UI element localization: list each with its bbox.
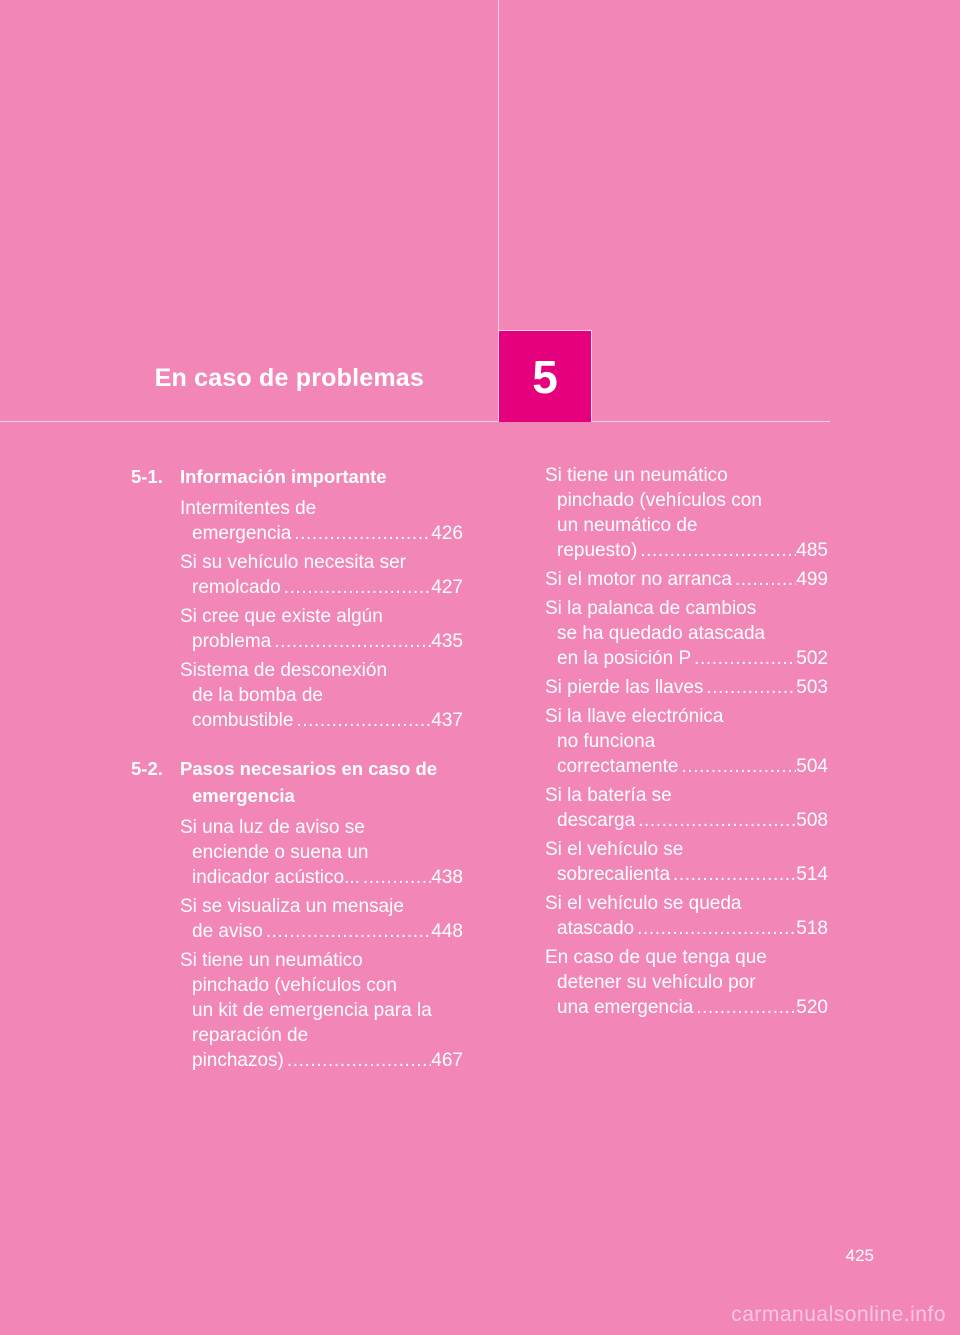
horizontal-rule <box>0 421 830 422</box>
entry-text-line: Si el vehículo se queda <box>545 893 742 914</box>
dot-leader <box>693 995 796 1020</box>
entry-page-number: 518 <box>796 918 828 939</box>
dot-leader <box>271 629 431 654</box>
entry-text-line: pinchazos) <box>192 1050 284 1071</box>
entry-text-line: Si la palanca de cambios <box>545 598 757 619</box>
dot-leader <box>678 754 796 779</box>
toc-entry[interactable] <box>545 783 828 833</box>
entry-text-line: de la bomba de <box>192 685 323 706</box>
entry-page-number: 502 <box>796 648 828 669</box>
entry-last-line <box>545 916 828 941</box>
section-number: 5-2. <box>131 758 163 779</box>
entry-text-line: un kit de emergencia para la <box>192 1000 432 1021</box>
entry-text-line: enciende o suena un <box>192 842 369 863</box>
entry-last-line <box>180 521 463 546</box>
entry-page-number: 499 <box>796 569 828 590</box>
dot-leader <box>732 567 796 592</box>
section-heading <box>131 755 463 809</box>
dot-leader <box>263 919 432 944</box>
entry-page-number: 437 <box>431 710 463 731</box>
entry-page-number: 448 <box>431 921 463 942</box>
toc-entry[interactable] <box>180 658 463 733</box>
toc-entry[interactable] <box>545 945 828 1020</box>
entry-text-line: Si una luz de aviso se <box>180 817 365 838</box>
entry-text-line: Si la llave electrónica <box>545 706 724 727</box>
chapter-title: En caso de problemas <box>154 364 424 392</box>
entry-last-line <box>545 995 828 1020</box>
entry-last-line <box>545 567 828 592</box>
dot-leader <box>360 865 431 890</box>
entry-text-line: combustible <box>192 710 294 731</box>
dot-leader <box>691 646 796 671</box>
entry-text-line: atascado <box>557 918 635 939</box>
entry-text-line: no funciona <box>557 731 656 752</box>
entry-text-line: correctamente <box>557 756 679 777</box>
entry-last-line <box>180 708 463 733</box>
toc-section-5-2 <box>131 755 463 1073</box>
toc-left-column <box>131 463 463 1095</box>
entry-last-line <box>180 865 463 890</box>
dot-leader <box>291 521 431 546</box>
toc-entry[interactable] <box>180 948 463 1073</box>
entry-text-line: Si tiene un neumático <box>180 950 363 971</box>
entry-page-number: 503 <box>796 677 828 698</box>
entry-text-line: reparación de <box>192 1025 309 1046</box>
chapter-number: 5 <box>532 350 558 403</box>
toc-entry[interactable] <box>180 894 463 944</box>
entry-page-number: 438 <box>431 867 463 888</box>
toc-entry[interactable] <box>545 567 828 592</box>
toc-entry[interactable] <box>545 704 828 779</box>
dot-leader <box>670 862 796 887</box>
dot-leader <box>281 575 432 600</box>
entry-text-line: Si tiene un neumático <box>545 465 728 486</box>
toc-entry[interactable] <box>180 604 463 654</box>
entry-text-line: Si el motor no arranca <box>545 569 732 590</box>
entry-page-number: 514 <box>796 864 828 885</box>
entry-text-line: Si su vehículo necesita ser <box>180 552 407 573</box>
watermark: carmanualsonline.info <box>731 1303 946 1326</box>
toc-entry[interactable] <box>180 496 463 546</box>
page-number: 425 <box>845 1246 874 1265</box>
entry-text-line: de aviso <box>192 921 263 942</box>
entry-text-line: Sistema de desconexión <box>180 660 388 681</box>
entry-page-number: 485 <box>796 540 828 561</box>
entry-text-line: indicador acústico... <box>192 867 360 888</box>
entry-page-number: 427 <box>431 577 463 598</box>
entry-text-line: Si pierde las llaves <box>545 677 704 698</box>
entry-text-line: una emergencia <box>557 997 694 1018</box>
entry-text-line: pinchado (vehículos con <box>192 975 397 996</box>
entry-text-line: Si cree que existe algún <box>180 606 383 627</box>
entry-text-line: pinchado (vehículos con <box>557 490 762 511</box>
dot-leader <box>634 916 796 941</box>
entry-page-number: 504 <box>796 756 828 777</box>
toc-entry[interactable] <box>180 550 463 600</box>
toc-right-column <box>545 463 828 1024</box>
entry-last-line <box>545 862 828 887</box>
entry-page-number: 467 <box>431 1050 463 1071</box>
entry-last-line <box>180 575 463 600</box>
entry-text-line: en la posición P <box>557 648 692 669</box>
entry-list <box>545 463 828 1020</box>
entry-text-line: detener su vehículo por <box>557 972 756 993</box>
section-title: Información importante <box>180 466 387 487</box>
section-heading <box>131 463 463 490</box>
toc-entry[interactable] <box>545 891 828 941</box>
entry-last-line <box>545 808 828 833</box>
toc-entry[interactable] <box>545 837 828 887</box>
chapter-number-tab <box>499 330 592 422</box>
entry-list <box>180 815 463 1073</box>
entry-text-line: descarga <box>557 810 636 831</box>
entry-text-line: problema <box>192 631 272 652</box>
entry-page-number: 508 <box>796 810 828 831</box>
dot-leader <box>293 708 431 733</box>
entry-last-line <box>545 646 828 671</box>
entry-page-number: 520 <box>796 997 828 1018</box>
toc-entry[interactable] <box>545 675 828 700</box>
entry-text-line: Si la batería se <box>545 785 672 806</box>
entry-text-line: se ha quedado atascada <box>557 623 766 644</box>
entry-text-line: repuesto) <box>557 540 638 561</box>
entry-list <box>180 496 463 733</box>
toc-entry[interactable] <box>545 596 828 671</box>
entry-last-line <box>545 754 828 779</box>
entry-page-number: 426 <box>431 523 463 544</box>
entry-last-line <box>180 1048 463 1073</box>
dot-leader <box>284 1048 431 1073</box>
entry-text-line: un neumático de <box>557 515 698 536</box>
toc-entry[interactable] <box>545 463 828 563</box>
entry-text-line: Intermitentes de <box>180 498 317 519</box>
entry-text-line: Si se visualiza un mensaje <box>180 896 404 917</box>
dot-leader <box>703 675 796 700</box>
entry-text-line: emergencia <box>192 523 292 544</box>
entry-text-line: En caso de que tenga que <box>545 947 767 968</box>
entry-page-number: 435 <box>431 631 463 652</box>
entry-text-line: Si el vehículo se <box>545 839 684 860</box>
toc-entry[interactable] <box>180 815 463 890</box>
entry-last-line <box>180 629 463 654</box>
toc-section-5-1 <box>131 463 463 733</box>
dot-leader <box>635 808 796 833</box>
entry-text-line: sobrecalienta <box>557 864 671 885</box>
entry-last-line <box>545 675 828 700</box>
section-title: Pasos necesarios en caso de emergencia <box>180 758 438 806</box>
entry-last-line <box>545 538 828 563</box>
section-number: 5-1. <box>131 466 163 487</box>
entry-last-line <box>180 919 463 944</box>
entry-text-line: remolcado <box>192 577 281 598</box>
dot-leader <box>637 538 796 563</box>
